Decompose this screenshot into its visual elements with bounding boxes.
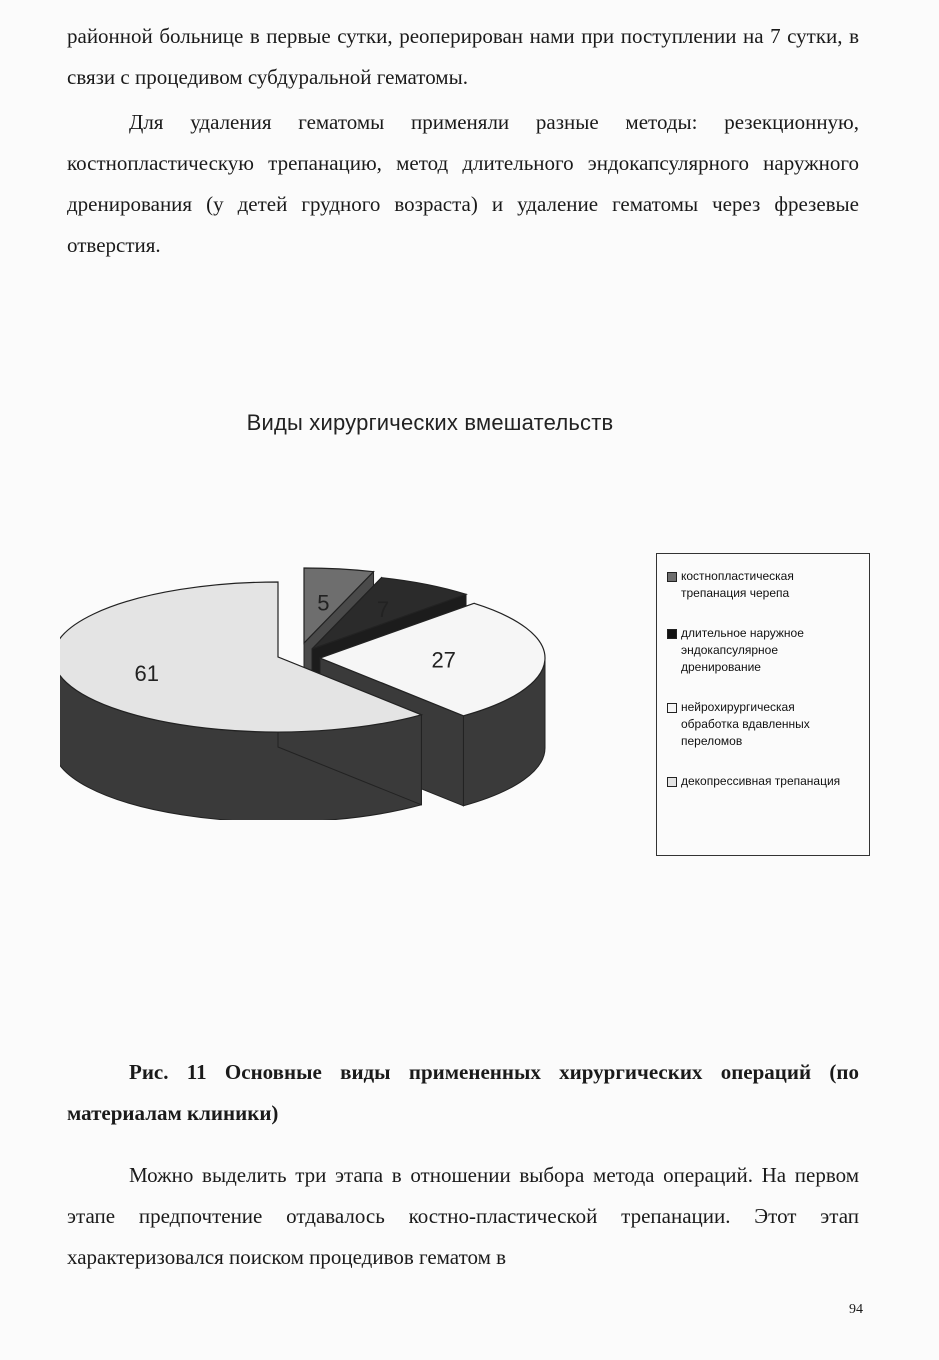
paragraph-stages: Можно выделить три этапа в отношении выбора метода операций. На первом этапе предпочтение отдавалось костно-пластической трепанации. Этот этап характеризовался поиском процедивов гематом в — [67, 1163, 859, 1269]
paragraph-methods: Для удаления гематомы применяли разные методы: резекционную, костнопластическую трепанацию, метод длительного эндокапсулярного наружного дренирования (у детей грудного возраста) и удаление гематомы через фрезевые отверстия. — [67, 110, 859, 257]
pie-data-label: 7 — [376, 596, 390, 622]
legend-swatch — [667, 777, 677, 787]
chart-title: Виды хирургических вмешательств — [246, 410, 614, 435]
chart-legend — [656, 553, 870, 856]
pie-data-label: 5 — [317, 590, 330, 616]
pie-data-label: 61 — [134, 660, 159, 686]
legend-swatch — [667, 572, 677, 582]
legend-swatch — [667, 703, 677, 713]
legend-item — [667, 773, 861, 790]
legend-label: костнопластическая трепанация черепа — [681, 569, 794, 600]
pie-data-label: 27 — [431, 647, 456, 673]
legend-swatch — [667, 629, 677, 639]
legend-label: длительное наружное эндокапсулярное дренирование — [681, 626, 804, 674]
figure-caption: Рис. 11 Основные виды примененных хирургических операций (по материалам клиники) — [67, 1060, 859, 1125]
page-number: 94 — [849, 1302, 863, 1317]
pie-chart — [60, 560, 560, 820]
legend-item — [667, 625, 861, 676]
paragraph-intro: районной больнице в первые сутки, реоперирован нами при поступлении на 7 сутки, в связи с процедивом субдуральной гематомы. — [67, 24, 859, 89]
legend-label: декопрессивная трепанация — [681, 774, 841, 788]
legend-label: нейрохирургическая обработка вдавленных переломов — [681, 700, 810, 748]
legend-item — [667, 699, 861, 750]
legend-item — [667, 568, 861, 602]
